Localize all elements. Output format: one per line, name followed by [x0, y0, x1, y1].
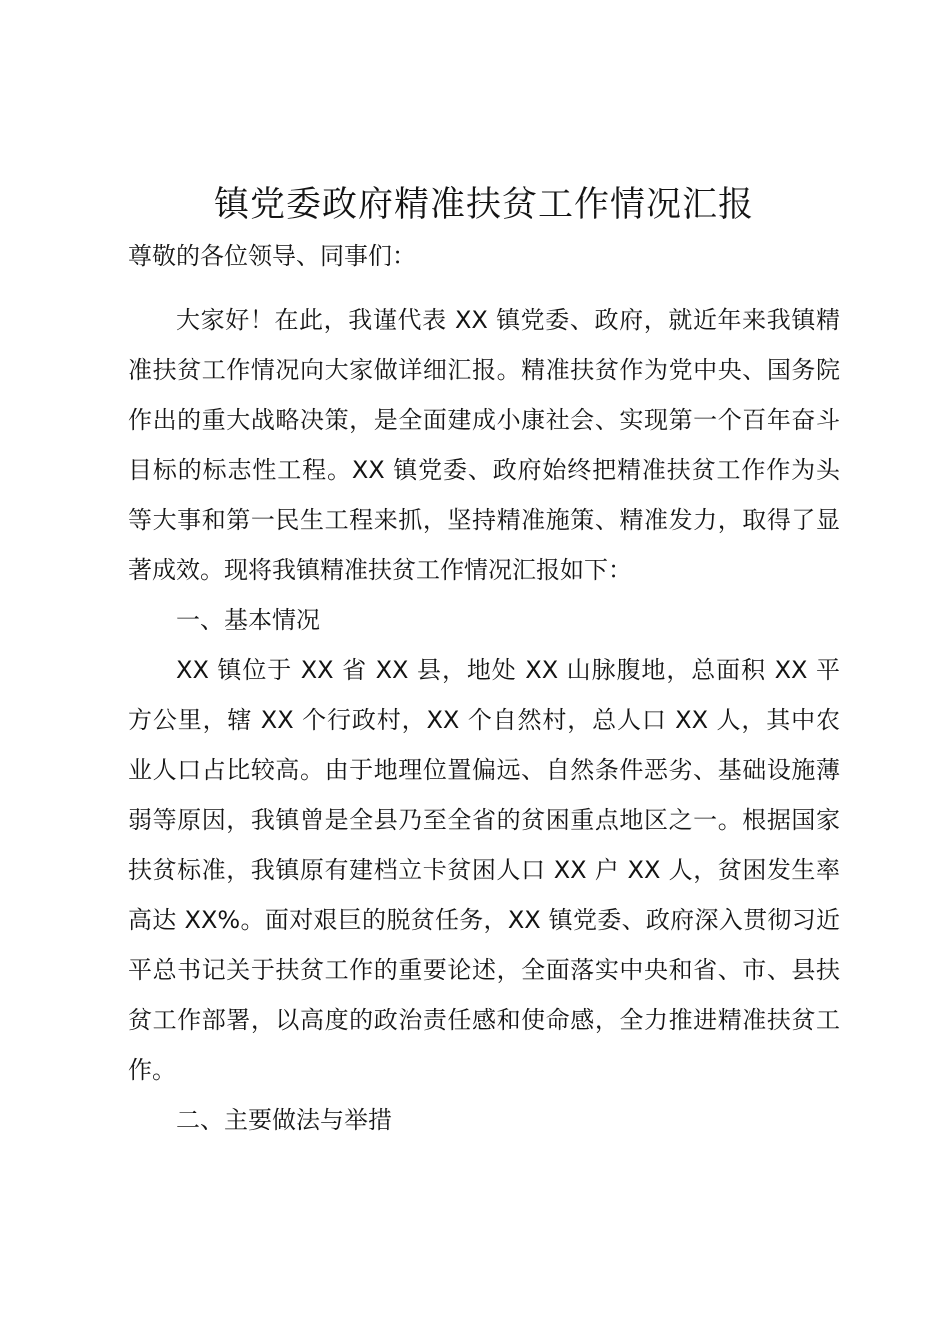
- section-heading-basic-info: 一、基本情况: [176, 606, 320, 634]
- document-body: [128, 182, 840, 1145]
- basic-info-paragraph: XX 镇位于 XX 省 XX 县，地处 XX 山脉腹地，总面积 XX 平方公里，辖 XX 个行政村，XX 个自然村，总人口 XX 人，其中农业人口占比较高。由于地理位置偏远、自然条件恶劣、基础设施薄弱等原因，我镇曾是全县乃至全省的贫困重点地区之一。根据国家扶贫标准，我镇原有建档立卡贫困人口 XX 户 XX 人，贫困发生率高达 XX%。面对艰巨的脱贫任务，XX 镇党委、政府深入贯彻习近平总书记关于扶贫工作的重要论述，全面落实中央和省、市、县扶贫工作部署，以高度的政治责任感和使命感，全力推进精准扶贫工作。: [128, 656, 840, 1084]
- document-title: 镇党委政府精准扶贫工作情况汇报: [213, 185, 754, 225]
- salutation: 尊敬的各位领导、同事们：: [128, 242, 416, 270]
- intro-paragraph: 大家好！在此，我谨代表 XX 镇党委、政府，就近年来我镇精准扶贫工作情况向大家做详细汇报。精准扶贫作为党中央、国务院作出的重大战略决策，是全面建成小康社会、实现第一个百年奋斗目标的标志性工程。XX 镇党委、政府始终把精准扶贫工作作为头等大事和第一民生工程来抓，坚持精准施策、精准发力，取得了显著成效。现将我镇精准扶贫工作情况汇报如下：: [128, 306, 840, 584]
- section-heading-measures: 二、主要做法与举措: [176, 1106, 392, 1134]
